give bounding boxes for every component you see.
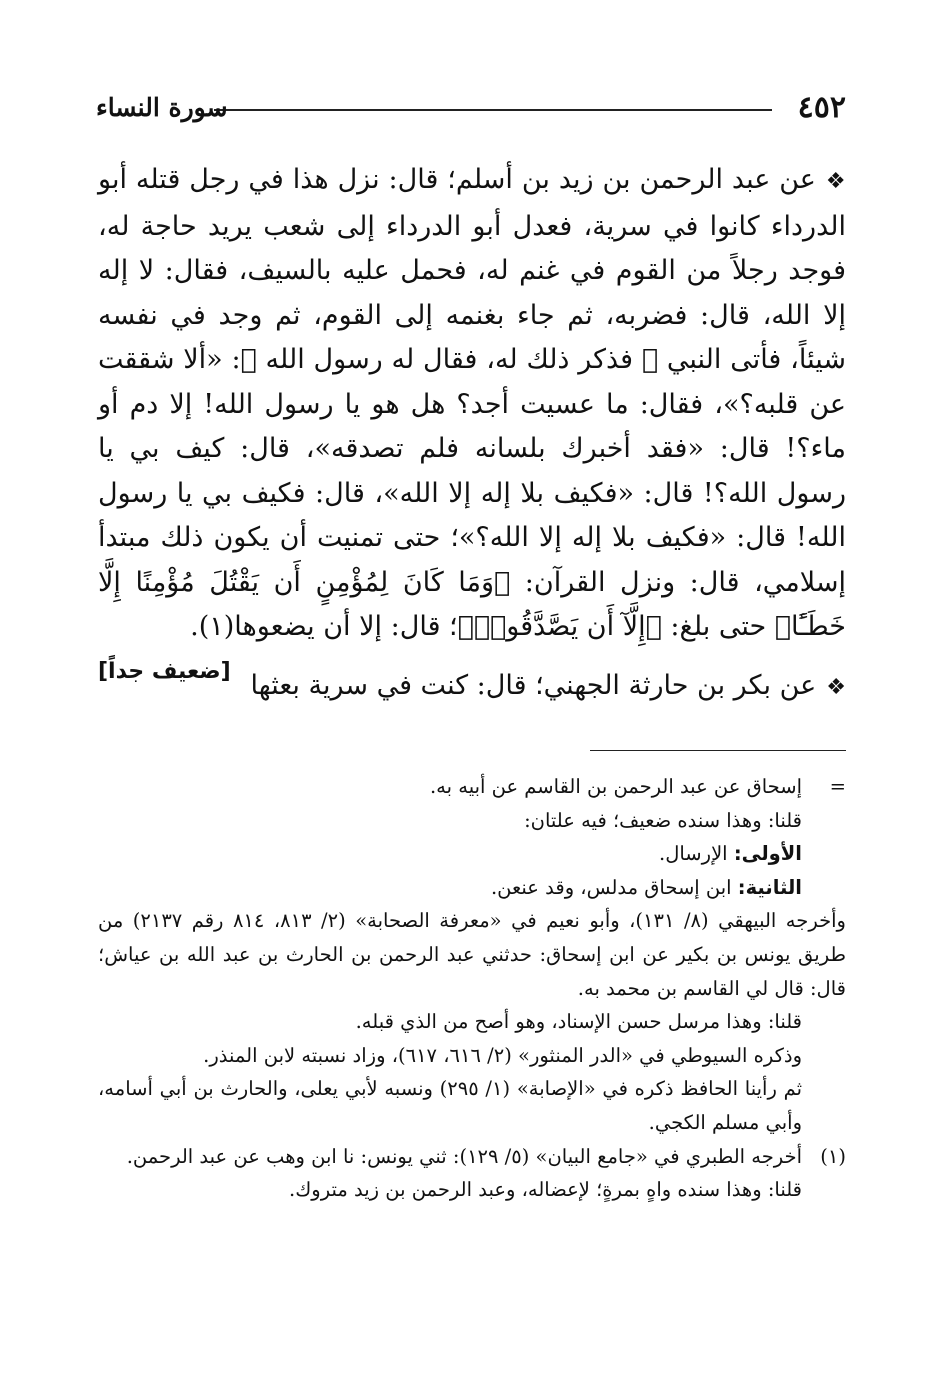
first-label: الأولى: — [733, 842, 802, 866]
bullet-icon: ❖ — [825, 169, 846, 194]
header-rule — [214, 109, 772, 111]
hadith-text-2: عن بكر بن حارثة الجهني؛ قال: كنت في سرية بعثها — [250, 669, 817, 701]
footnote-continuation — [98, 770, 846, 904]
footnote-1 — [98, 1140, 846, 1207]
footnote-paragraph: ثم رأينا الحافظ ذكره في «الإصابة» (١/ ٢٩٥) ونسبه لأبي يعلى، والحارث بن أبي أسامه، وأبي مسلم الكجي. — [98, 1077, 802, 1134]
footnote-1-marker: (١) — [820, 1144, 846, 1168]
footnote-line — [98, 871, 802, 905]
footnote-line: وذكره السيوطي في «الدر المنثور» (٢/ ٦١٦، ٦١٧)، وزاد نسبته لابن المنذر. — [203, 1043, 802, 1067]
surah-title: سورة النساء — [96, 93, 228, 122]
page-number: ٤٥٢ — [797, 90, 846, 125]
footnote-line: إسحاق عن عبد الرحمن بن القاسم عن أبيه به. — [429, 775, 802, 798]
hadith-paragraph-1 — [98, 158, 846, 684]
grade-label: [ضعيف جداً] — [98, 658, 231, 684]
footnote-paragraph: وأخرجه البيهقي (٨/ ١٣١)، وأبو نعيم في «معرفة الصحابة» (٢/ ٨١٣، ٨١٤ رقم ٢١٣٧) من طريق يونس بن بكير عن ابن إسحاق: حدثني عبد الرحمن بن الحارث بن عبد الله بن عياش؛ قال: قال لي القاسم بن محمد به. — [98, 909, 846, 1000]
first-text: الإرسال. — [659, 842, 728, 866]
footnote-line: قلنا: وهذا سنده ضعيف؛ فيه علتان: — [524, 808, 802, 832]
footnote-separator — [590, 750, 846, 751]
footnote-line: قلنا: وهذا مرسل حسن الإسناد، وهو أصح من الذي قبله. — [355, 1010, 802, 1034]
page-header — [96, 88, 846, 128]
hadith-text-1: عن عبد الرحمن بن زيد بن أسلم؛ قال: نزل هذا في رجل قتله أبو الدرداء كانوا في سرية، فعدل أبو الدرداء إلى شعب يريد حاجة له، فوجد رجلاً من القوم في غنم له، فحمل عليه بالسيف، فقال: لا إله إلا الله، قال: فضربه، ثم جاء بغنمه إلى القوم، ثم وجد في نفسه شيئاً، فأتى النبي ﷺ فذكر ذلك له، فقال له رسول الله ﷺ: «ألا شققت عن قلبه؟»، فقال: ما عسيت أجد؟ هل هو يا رسول الله! إلا دم أو ماء؟! قال: «فقد أخبرك بلسانه فلم تصدقه»، قال: كيف بي يا رسول الله؟! قال: «فكيف بلا إله إلا الله»، قال: فكيف بي يا رسول الله! قال: «فكيف بلا إله إلا الله؟»؛ حتى تمنيت أن يكون ذلك مبتدأ إسلامي، قال: ونزل القرآن: ﴿وَمَا كَانَ لِمُؤْمِنٍ أَن يَقْتُلَ مُؤْمِنًا إِلَّا خَطَـًٔا﴾ حتى بلغ: ﴿إِلَّآ أَن يَصَّدَّقُوا۟﴾؛ قال: إلا أن يضعوها(١). — [98, 164, 846, 642]
footnote-1-line2: قلنا: وهذا سنده واهٍ بمرةٍ؛ لإعضاله، وعبد الرحمن بن زيد متروك. — [289, 1178, 802, 1202]
bullet-icon: ❖ — [826, 674, 846, 700]
main-text — [98, 158, 846, 710]
footnotes — [98, 770, 846, 1207]
second-text: ابن إسحاق مدلس، وقد عنعن. — [490, 875, 732, 899]
footnote-line — [98, 837, 802, 871]
footnote-1-text: أخرجه الطبري في «جامع البيان» (٥/ ١٢٩): ثني يونس: نا ابن وهب عن عبد الرحمن. — [126, 1144, 802, 1168]
second-label: الثانية: — [737, 875, 802, 899]
continuation-marker: = — [829, 775, 846, 798]
